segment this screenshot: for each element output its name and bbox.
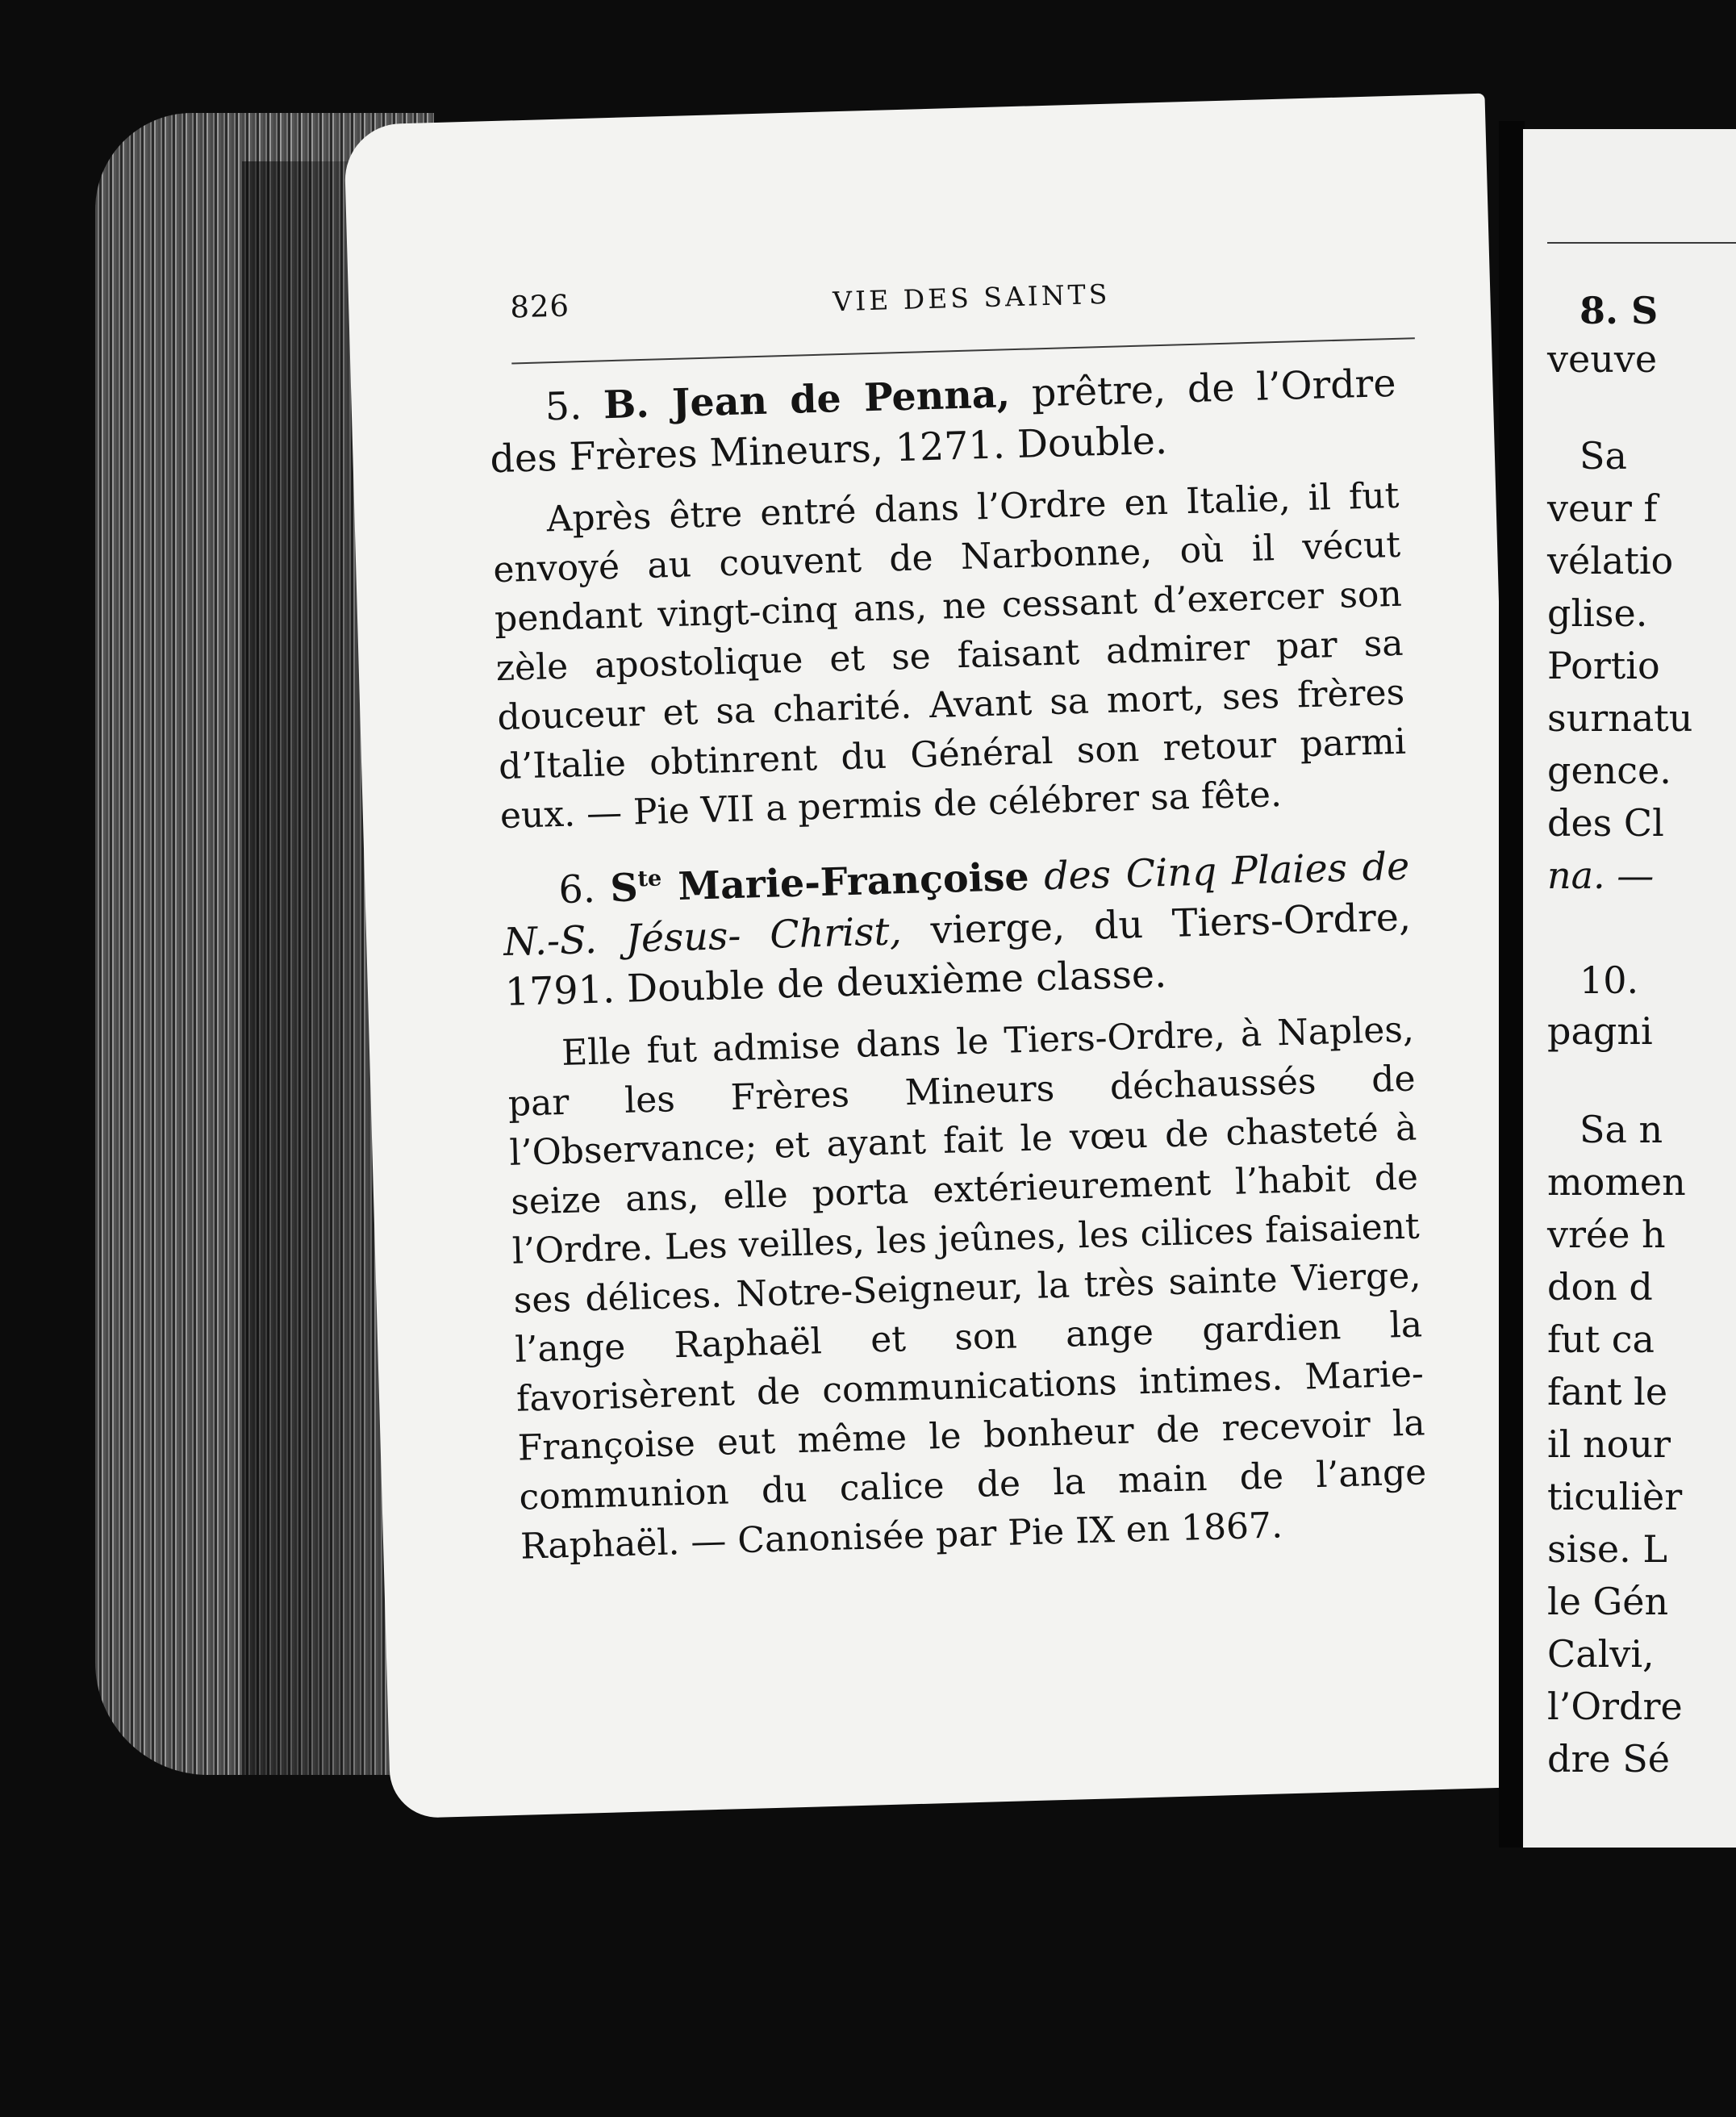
right-page xyxy=(1523,129,1736,1848)
right-page-line: Portio xyxy=(1547,644,1660,687)
right-page-line: veuve xyxy=(1547,337,1658,381)
right-page-line: Sa n xyxy=(1580,1108,1663,1151)
saint-prefix: S xyxy=(609,865,639,912)
right-page-line: l’Ordre xyxy=(1547,1685,1683,1728)
running-title: VIE DES SAINTS xyxy=(832,278,1111,318)
right-page-line: pagni xyxy=(1547,1009,1653,1053)
right-page-line: 10. xyxy=(1580,958,1639,1002)
right-page-line: sise. L xyxy=(1547,1527,1667,1571)
right-page-line: momen xyxy=(1547,1160,1686,1204)
entry-6-heading xyxy=(501,833,1413,1019)
right-page-line: le Gén xyxy=(1547,1580,1669,1623)
saint-name-text: Marie-Françoise xyxy=(677,854,1030,909)
right-page-line: Calvi, xyxy=(1547,1632,1655,1676)
entry-5-body: Après être entré dans l’Ordre en Italie, il fut envoyé au couvent de Narbonne, où il vécut pendant vingt-cinq ans, ne cessant d’exercer son zèle apostolique et se faisant admirer par sa douceur et sa charité. Avant sa mort, ses frères d’Italie obtinrent du Général son retour parmi eux. — Pie VII a permis de célébrer sa fête. xyxy=(492,474,1407,837)
entry-descriptor: prêtre, de l’Ordre des Frères Mineurs, 1271. Double. xyxy=(489,361,1397,482)
right-page-line: il nour xyxy=(1547,1422,1671,1466)
right-page-line: ticulièr xyxy=(1547,1475,1683,1518)
right-header-rule xyxy=(1547,242,1736,244)
entry-5-heading xyxy=(488,358,1398,485)
entry-number: 6. xyxy=(557,866,596,913)
entry-6-body: Elle fut admise dans le Tiers-Ordre, à Naples, par les Frères Mineurs déchaussés de l’Observance; et ayant fait le vœu de chasteté à seize ans, elle porta extérieurement l’habit de l’Ordre. Les veilles, les jeûnes, les cilices faisaient ses délices. Notre-Seigneur, la très sainte Vierge, l’ange Raphaël et son ange gardien la favorisèrent de communications intimes. Marie-Françoise eut même le bonheur de recevoir la communion du calice de la main de l’ange Raphaël. — Canonisée par Pie IX en 1867. xyxy=(507,1008,1427,1568)
saint-prefix-superscript: te xyxy=(637,866,662,892)
right-page-line: dre Sé xyxy=(1547,1737,1671,1781)
right-page-line: veur f xyxy=(1547,486,1658,530)
saint-name: B. Jean de Penna, xyxy=(603,371,1011,428)
right-page-line: gence. xyxy=(1547,749,1671,792)
saint-name xyxy=(610,854,1030,911)
left-page xyxy=(344,94,1532,1819)
right-page-line: na. — xyxy=(1547,854,1655,897)
book-gutter xyxy=(1499,121,1525,1848)
text-block xyxy=(488,358,1429,1589)
right-page-line: des Cl xyxy=(1547,801,1664,845)
right-page-line: fut ca xyxy=(1547,1317,1655,1361)
right-page-line: surnatu xyxy=(1547,696,1693,740)
entry-number: 5. xyxy=(545,384,582,430)
saint-epithet: des Cinq Plaies de N.-S. Jésus- Christ, xyxy=(503,844,1410,965)
page-number: 826 xyxy=(509,288,570,325)
right-page-line: Sa xyxy=(1580,434,1627,478)
entry-descriptor: vierge, du Tiers-Ordre, 1791. Double de deuxième classe. xyxy=(504,895,1412,1015)
right-page-line: glise. xyxy=(1547,591,1648,635)
right-page-line: vélatio xyxy=(1547,539,1674,582)
right-page-line: vrée h xyxy=(1547,1213,1666,1256)
right-page-line: fant le xyxy=(1547,1370,1668,1413)
right-page-line: don d xyxy=(1547,1265,1653,1309)
right-page-line: 8. S xyxy=(1580,289,1659,332)
